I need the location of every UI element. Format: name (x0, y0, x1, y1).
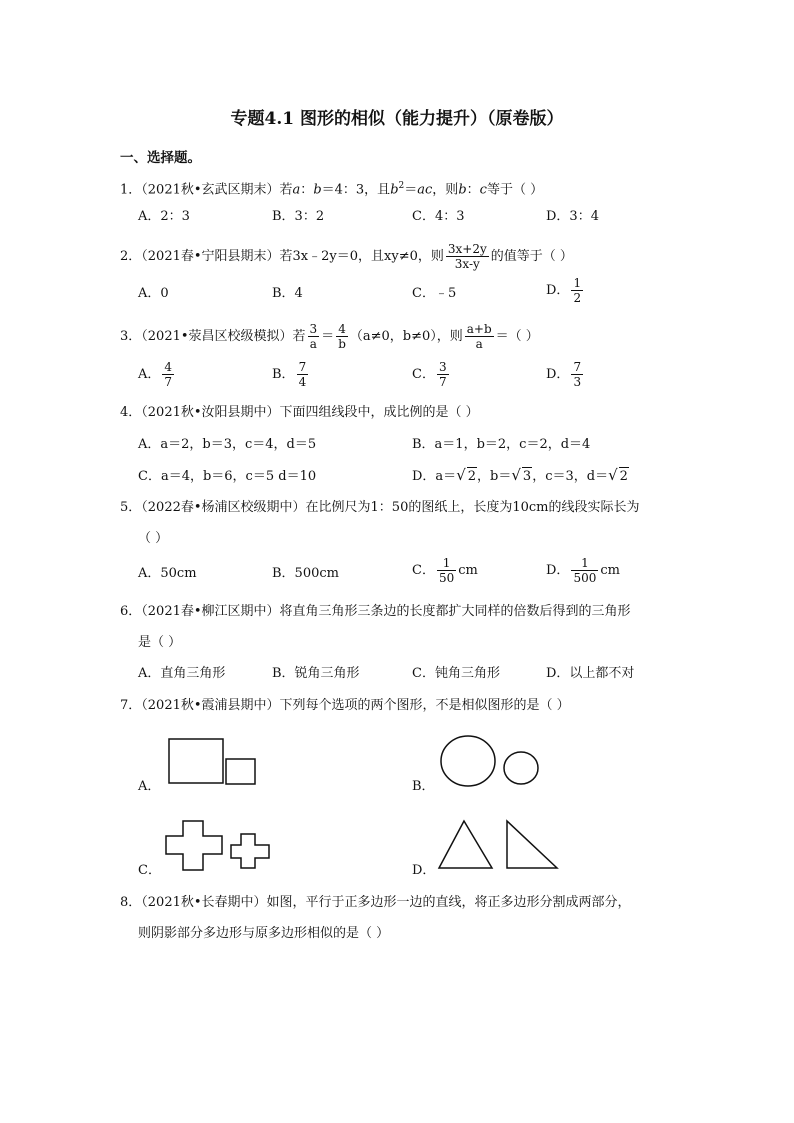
small-circle (504, 752, 538, 784)
q5-option-a[interactable]: A．50cm (138, 566, 197, 581)
q5-option-c[interactable]: C． $\frac{1}{50}$ cm (412, 556, 478, 585)
q4-option-d[interactable]: D．a＝√ 2，b＝√ 3，c＝3，d＝√ 2 (412, 466, 628, 484)
q4-option-c[interactable]: C．a＝4，b＝6，c＝5 d＝10 (138, 469, 317, 484)
question-5-stem-line1: 5．（2022春•杨浦区校级期中）在比例尺为1：50的图纸上，长度为10cm的线段实际长为 (120, 500, 640, 515)
q7-option-a-label[interactable]: A． (138, 779, 161, 794)
question-5-stem-line2: （ ） (138, 531, 169, 546)
q5-option-d[interactable]: D． $\frac{1}{500}$ cm (546, 556, 620, 585)
q7-option-d-label[interactable]: D． (412, 863, 436, 878)
q1-option-c[interactable]: C．4：3 (412, 209, 465, 224)
large-cross (166, 821, 222, 870)
question-2-stem: 2．（2021春•宁阳县期末）若3x﹣2y＝0，且xy≠0，则 $\frac{3x+2y}{3x-y}$ 的值等于（ ） (120, 242, 573, 271)
right-triangle (507, 821, 557, 868)
q1-option-b[interactable]: B．3：2 (272, 209, 325, 224)
q7-option-b-figure (440, 734, 550, 790)
q7-option-a-figure (168, 738, 268, 788)
q4-option-a[interactable]: A．a＝2，b＝3，c＝4，d＝5 (138, 437, 317, 452)
q2-option-d[interactable]: D． $\frac{1}{2}$ (546, 276, 582, 305)
q1-option-d[interactable]: D．3：4 (546, 209, 599, 224)
q3-option-a[interactable]: A． $\frac{4}{7}$ (138, 360, 173, 389)
q7-option-c-figure (165, 820, 285, 880)
page-title: 专题4.1 图形的相似（能力提升）（原卷版） (230, 109, 564, 129)
q7-option-d-figure (438, 820, 568, 874)
section-heading: 一、选择题。 (120, 150, 201, 166)
q2-option-c[interactable]: C．﹣5 (412, 286, 457, 301)
question-8-stem-line2: 则阴影部分多边形与原多边形相似的是（ ） (138, 926, 390, 941)
question-1-stem: 1．（2021秋•玄武区期末）若a：b＝4：3，且$b^2=ac$，则b：c等于（ ） (120, 181, 544, 198)
q5-option-b[interactable]: B．500cm (272, 566, 339, 581)
large-square (169, 739, 223, 783)
q2-option-a[interactable]: A．0 (138, 286, 169, 301)
q7-option-c-label[interactable]: C． (138, 863, 161, 878)
q7-option-b-label[interactable]: B． (412, 779, 435, 794)
q6-option-b[interactable]: B．锐角三角形 (272, 666, 360, 681)
question-6-stem-line2: 是（ ） (138, 635, 182, 650)
question-4-stem: 4．（2021秋•汝阳县期中）下面四组线段中，成比例的是（ ） (120, 405, 479, 420)
small-cross (231, 834, 269, 868)
q3-option-d[interactable]: D． $\frac{7}{3}$ (546, 360, 582, 389)
small-square (226, 759, 255, 784)
q3-option-c[interactable]: C． $\frac{3}{7}$ (412, 360, 447, 389)
q6-option-c[interactable]: C．钝角三角形 (412, 666, 500, 681)
question-8-stem-line1: 8．（2021秋•长春期中）如图，平行于正多边形一边的直线，将正多边形分割成两部分， (120, 895, 631, 910)
q1-option-a[interactable]: A．2：3 (138, 209, 190, 224)
large-circle (441, 736, 495, 786)
q2-option-b[interactable]: B．4 (272, 286, 303, 301)
question-3-stem: 3．（2021•荥昌区校级模拟）若 $\frac{3}{a}$ ＝ $\frac{4}{b}$ （a≠0，b≠0），则 $\frac{a+b}{a}$ ＝（ ） (120, 322, 539, 351)
q3-option-b[interactable]: B． $\frac{7}{4}$ (272, 360, 307, 389)
question-6-stem-line1: 6．（2021春•柳江区期中）将直角三角形三条边的长度都扩大同样的倍数后得到的三角形 (120, 604, 631, 619)
q6-option-a[interactable]: A．直角三角形 (138, 666, 226, 681)
q6-option-d[interactable]: D．以上都不对 (546, 666, 635, 681)
q4-option-b[interactable]: B．a＝1，b＝2，c＝2，d＝4 (412, 437, 591, 452)
question-7-stem: 7．（2021秋•霞浦县期中）下列每个选项的两个图形，不是相似图形的是（ ） (120, 698, 570, 713)
isosceles-triangle (439, 821, 492, 868)
